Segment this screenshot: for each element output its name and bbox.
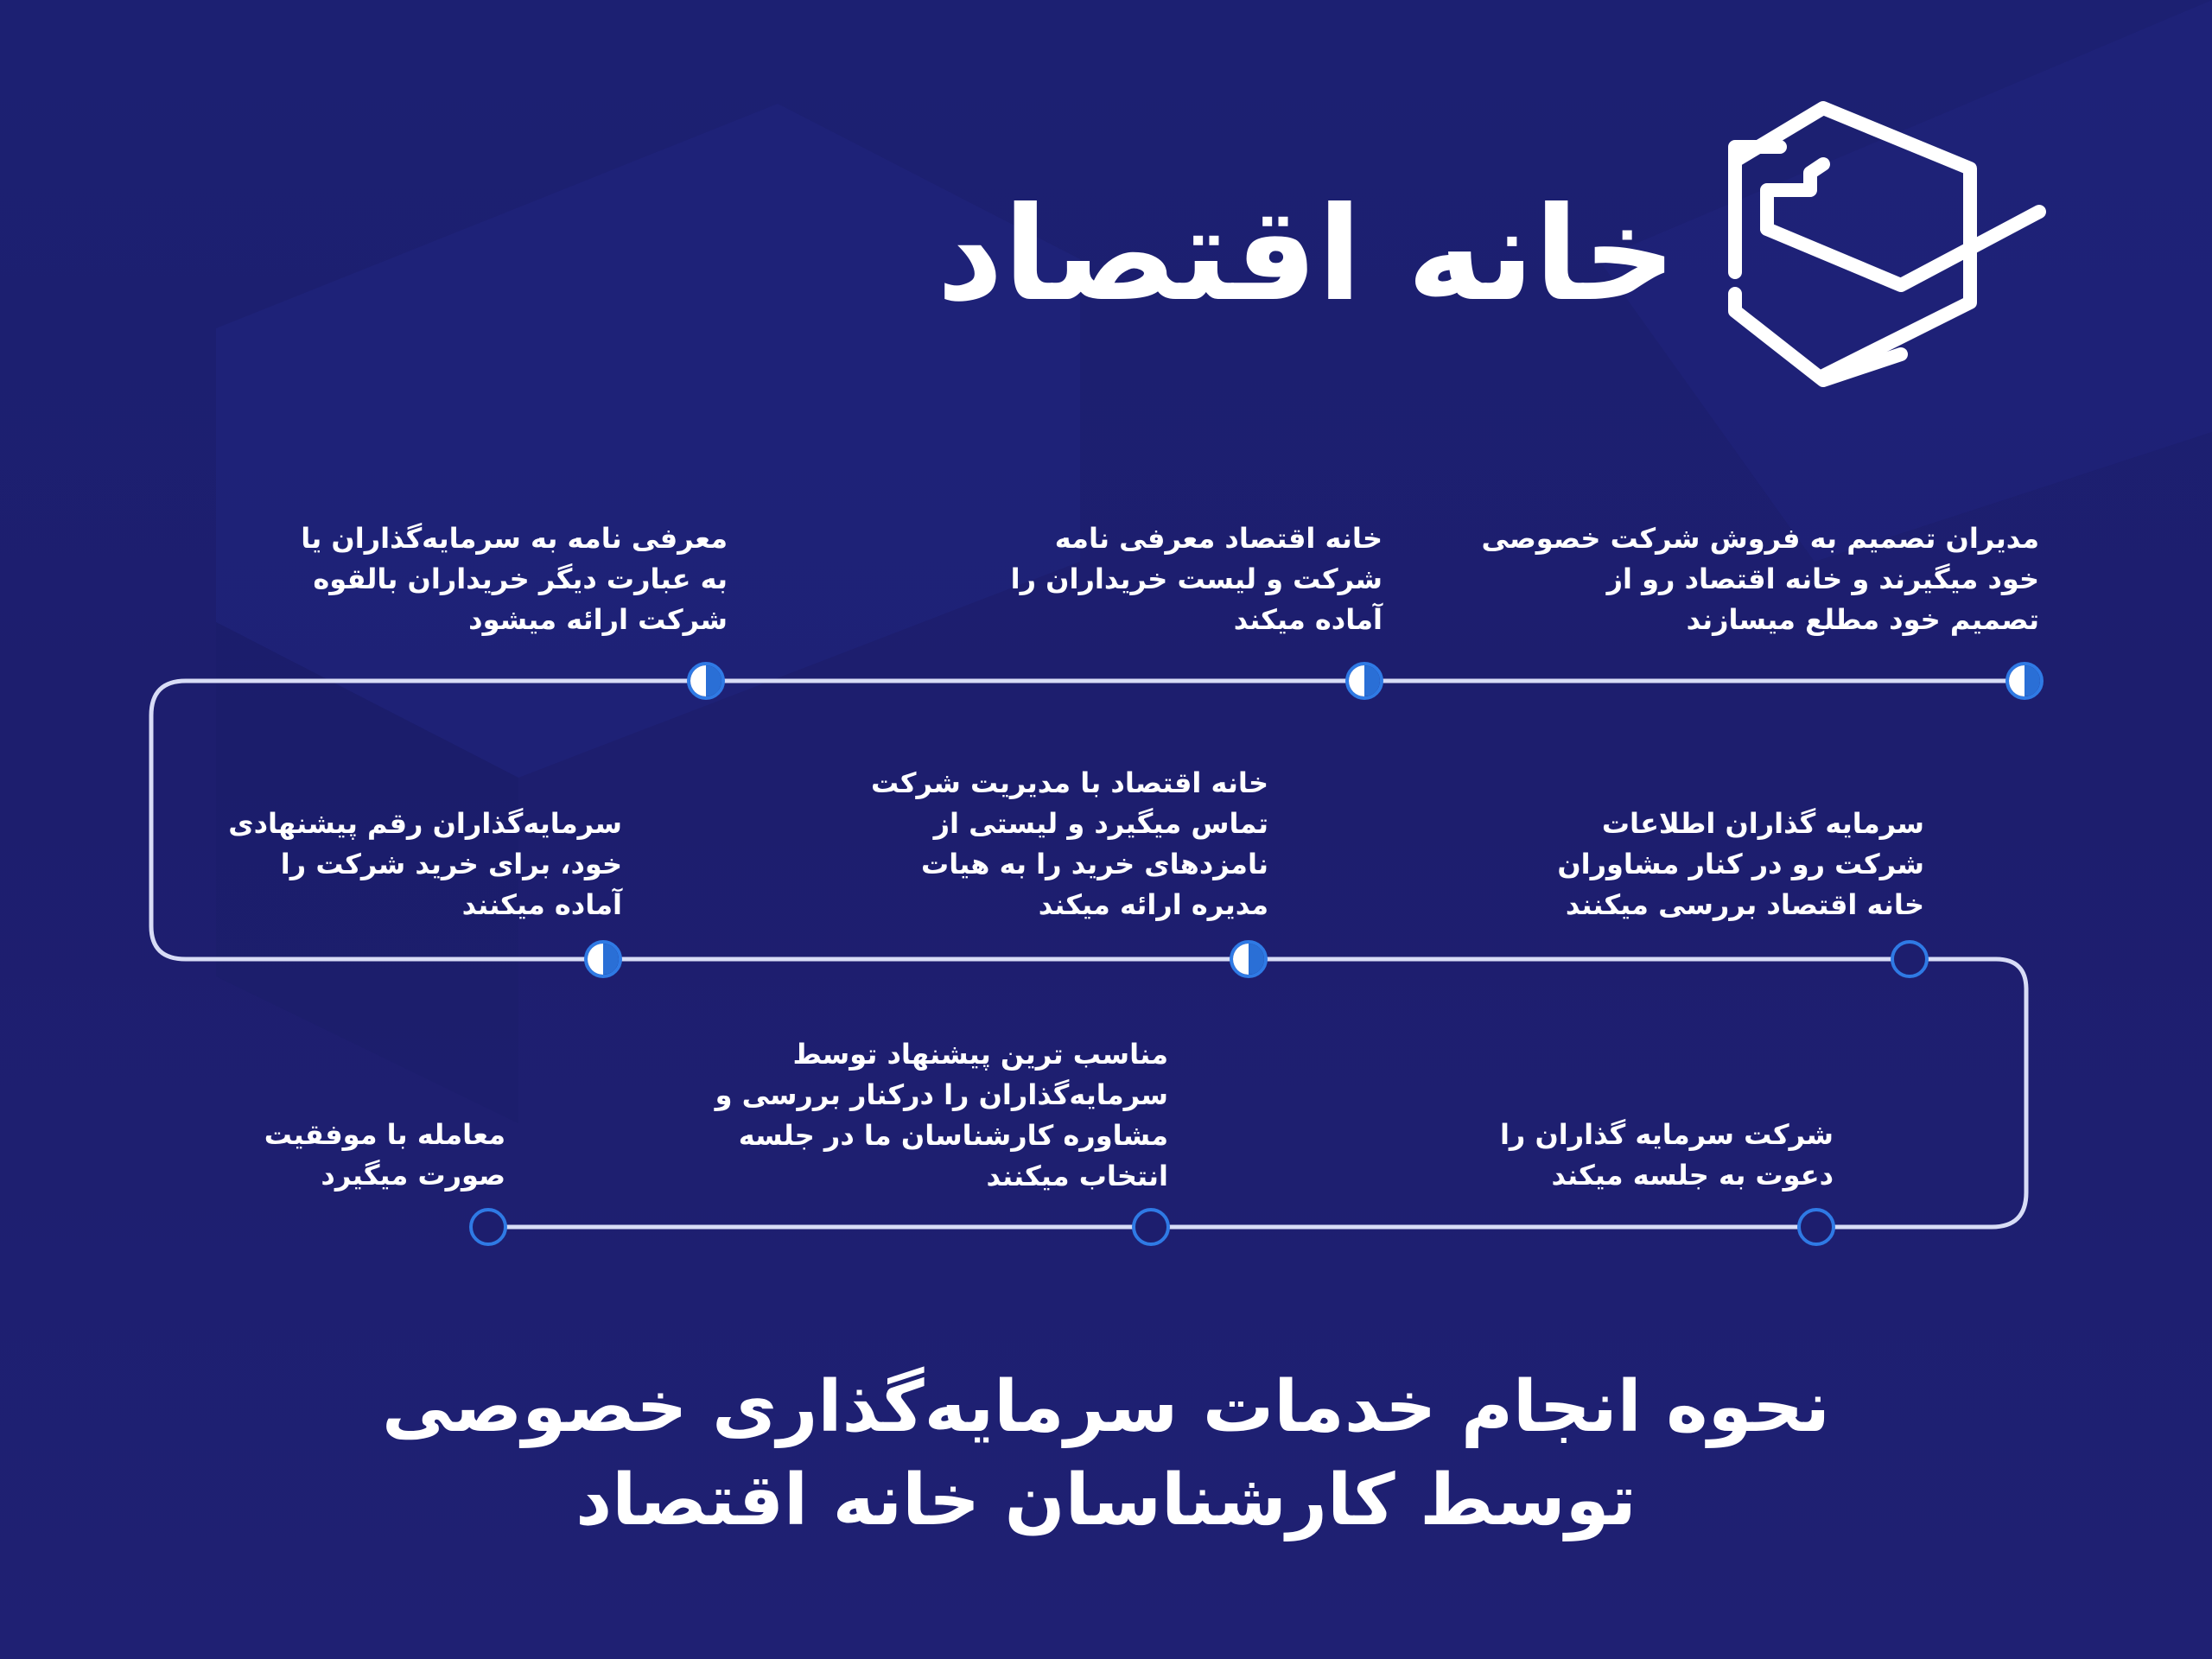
brand-name: خانه اقتصاد (937, 180, 1676, 330)
step-text-3: معرفی نامه به سرمایه‌گذاران یا به عبارت دیگر خریداران بالقوه شرکت ارائه میشود (301, 522, 728, 636)
step-text-6: سرمایه گذاران اطلاعات شرکت رو در کنار مشاوران خانه اقتصاد بررسی میکنند (1557, 807, 1924, 921)
step-marker-4 (586, 942, 620, 976)
step-marker-6 (1892, 942, 1927, 976)
page-title-line-2: توسط کارشناسان خانه اقتصاد (575, 1459, 1637, 1541)
page-title (0, 1361, 2212, 1548)
step-text-5: خانه اقتصاد با مدیریت شرکت تماس میگیرد و لیستی از نامزدهای خرید را به هیات مدیره ارائه میکند (870, 766, 1268, 921)
step-marker-7 (1799, 1210, 1834, 1244)
step-text-2: خانه اقتصاد معرفی نامه شرکت و لیست خریداران را آماده میکند (1010, 522, 1382, 636)
step-marker-5 (1231, 942, 1266, 976)
step-text-9: معامله با موفقیت صورت میگیرد (264, 1118, 505, 1192)
step-text-8: مناسب ترین پیشنهاد توسط سرمایه‌گذاران را درکنار بررسی و مشاوره کارشناسان ما در جلسه انتخاب میکنند (715, 1038, 1168, 1192)
step-text-4: سرمایه‌گذاران رقم پیشنهادی خود، برای خرید شرکت را آماده میکنند (228, 807, 622, 921)
step-marker-3 (689, 664, 723, 698)
step-text-7: شرکت سرمایه گذاران را دعوت به جلسه میکند (1499, 1118, 1834, 1192)
step-marker-9 (471, 1210, 505, 1244)
step-marker-8 (1134, 1210, 1168, 1244)
step-marker-1 (2007, 664, 2042, 698)
step-marker-2 (1347, 664, 1382, 698)
step-text-1: مدیران تصمیم به فروش شرکت خصوصی خود میگیرند و خانه اقتصاد رو از تصمیم خود مطلع میسازند (1481, 522, 2039, 636)
page-title-line-1: نحوه انجام خدمات سرمایه‌گذاری خصوصی (382, 1366, 1830, 1448)
